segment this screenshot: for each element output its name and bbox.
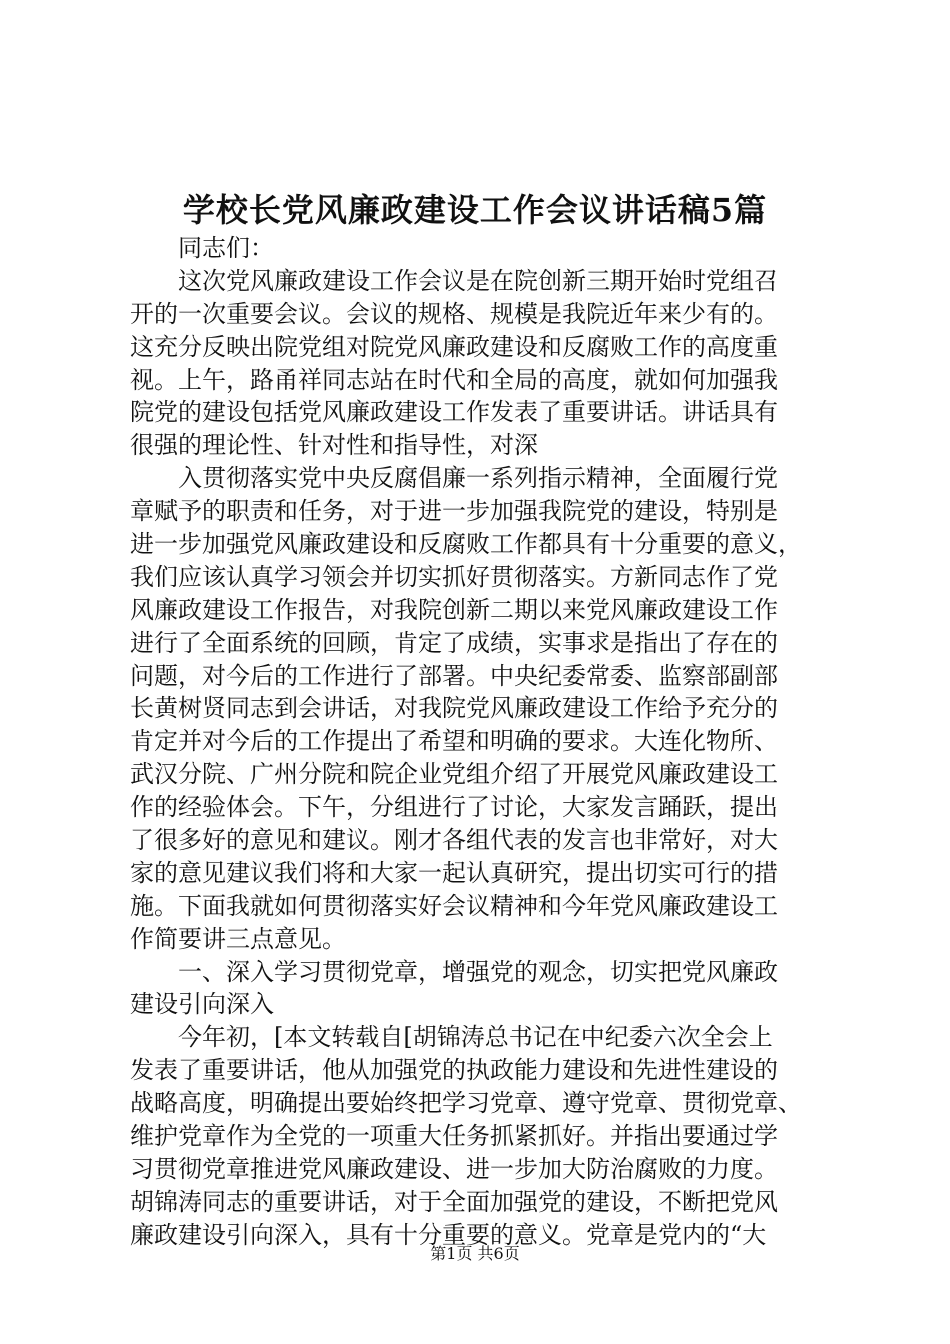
body-line: 武汉分院、广州分院和院企业党组介绍了开展党风廉政建设工 [130,760,778,789]
body-line: 胡锦涛同志的重要讲话，对于全面加强党的建设，不断把党风 [130,1187,778,1216]
body-line: 开的一次重要会议。会议的规格、规模是我院近年来少有的。 [130,299,778,328]
body-line: 发表了重要讲话，他从加强党的执政能力建设和先进性建设的 [130,1056,778,1085]
body-line: 今年初，[本文转载自[胡锦涛总书记在中纪委六次全会上 [178,1023,773,1052]
body-line: 章赋予的职责和任务，对于进一步加强我院党的建设，特别是 [130,497,778,526]
body-line: 了很多好的意见和建议。刚才各组代表的发言也非常好，对大 [130,826,778,855]
section-heading-line: 建设引向深入 [130,990,274,1019]
body-line: 作简要讲三点意见。 [130,924,346,953]
body-line: 进一步加强党风廉政建设和反腐败工作都具有十分重要的意义， [130,530,802,559]
body-line: 院党的建设包括党风廉政建设工作发表了重要讲话。讲话具有 [130,398,778,427]
salutation-line: 同志们： [178,234,274,262]
body-line: 风廉政建设工作报告，对我院创新二期以来党风廉政建设工作 [130,595,778,624]
body-line: 我们应该认真学习领会并切实抓好贯彻落实。方新同志作了党 [130,562,778,591]
body-line: 肯定并对今后的工作提出了希望和明确的要求。大连化物所、 [130,727,778,756]
body-line: 施。下面我就如何贯彻落实好会议精神和今年党风廉政建设工 [130,891,778,920]
body-line: 习贯彻党章推进党风廉政建设、进一步加大防治腐败的力度。 [130,1154,778,1183]
body-line: 长黄树贤同志到会讲话，对我院党风廉政建设工作给予充分的 [130,694,778,723]
body-line: 视。上午，路甬祥同志站在时代和全局的高度，就如何加强我 [130,365,778,394]
document-title: 学校长党风廉政建设工作会议讲话稿5篇 [182,191,768,229]
body-line: 廉政建设引向深入，具有十分重要的意义。党章是党内的“大 [130,1220,767,1249]
body-line: 进行了全面系统的回顾，肯定了成绩，实事求是指出了存在的 [130,628,778,657]
body-line: 家的意见建议我们将和大家一起认真研究，提出切实可行的措 [130,858,778,887]
body-line: 这充分反映出院党组对院党风廉政建设和反腐败工作的高度重 [130,332,778,361]
page-number-footer: 第1页 共6页 [430,1244,520,1263]
body-line: 入贯彻落实党中央反腐倡廉一系列指示精神，全面履行党 [178,464,778,493]
body-line: 很强的理论性、针对性和指导性，对深 [130,431,538,460]
body-line: 这次党风廉政建设工作会议是在院创新三期开始时党组召 [178,266,778,295]
body-line: 战略高度，明确提出要始终把学习党章、遵守党章、贯彻党章、 [130,1089,802,1118]
document-body [130,232,830,1252]
section-heading-line: 一、深入学习贯彻党章，增强党的观念，切实把党风廉政 [178,957,778,986]
body-line: 问题，对今后的工作进行了部署。中央纪委常委、监察部副部 [130,661,778,690]
body-line: 维护党章作为全党的一项重大任务抓紧抓好。并指出要通过学 [130,1122,778,1151]
body-line: 作的经验体会。下午，分组进行了讨论，大家发言踊跃，提出 [130,793,778,822]
